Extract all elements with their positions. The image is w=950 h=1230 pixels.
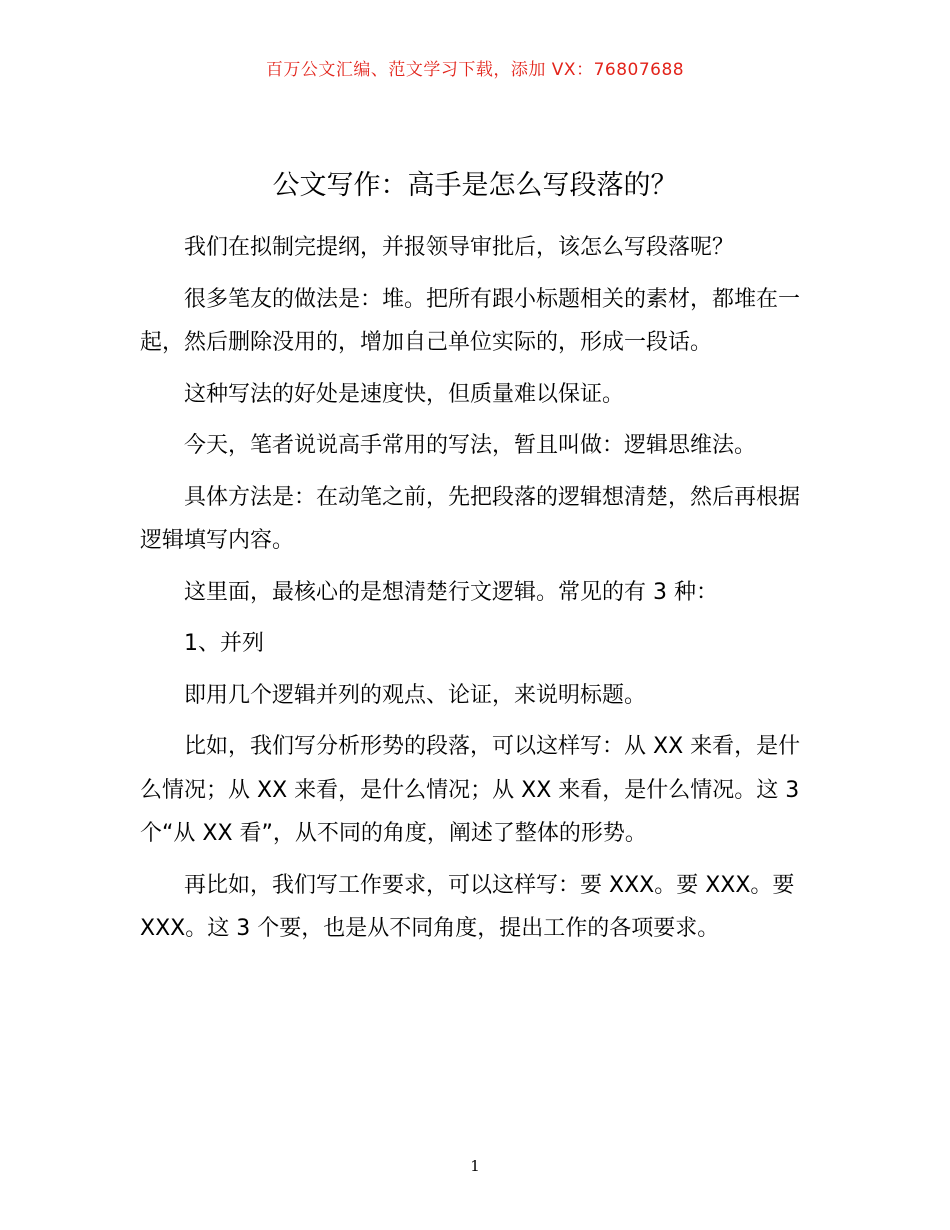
paragraph: 比如，我们写分析形势的段落，可以这样写：从 XX 来看，是什么情况；从 XX 来看，是什么情况；从 XX 来看，是什么情况。这 3 个“从 XX 看”，从不同的角度，阐述了整体的形势。: [140, 734, 801, 846]
paragraph: 具体方法是：在动笔之前，先把段落的逻辑想清楚，然后再根据逻辑填写内容。: [140, 484, 801, 553]
paragraph: 即用几个逻辑并列的观点、论证，来说明标题。: [184, 682, 647, 708]
document-title: 公文写作：高手是怎么写段落的？: [272, 170, 678, 201]
section-heading: 1、并列: [184, 631, 264, 656]
page-number: 1: [470, 1157, 480, 1175]
document-body: [140, 226, 820, 959]
paragraph: 这里面，最核心的是想清楚行文逻辑。常见的有 3 种：: [184, 579, 718, 605]
paragraph: 这种写法的好处是速度快，但质量难以保证。: [184, 381, 625, 407]
header-banner: 百万公文汇编、范文学习下载，添加 VX：76807688: [265, 60, 685, 80]
paragraph: 再比如，我们写工作要求，可以这样写：要 XXX。要 XXX。要 XXX。这 3 个要，也是从不同角度，提出工作的各项要求。: [140, 872, 795, 941]
paragraph: 我们在拟制完提纲，并报领导审批后，该怎么写段落呢？: [184, 235, 735, 260]
paragraph: 今天，笔者说说高手常用的写法，暂且叫做：逻辑思维法。: [184, 433, 757, 458]
paragraph: 很多笔友的做法是：堆。把所有跟小标题相关的素材，都堆在一起，然后删除没用的，增加自己单位实际的，形成一段话。: [140, 286, 801, 355]
